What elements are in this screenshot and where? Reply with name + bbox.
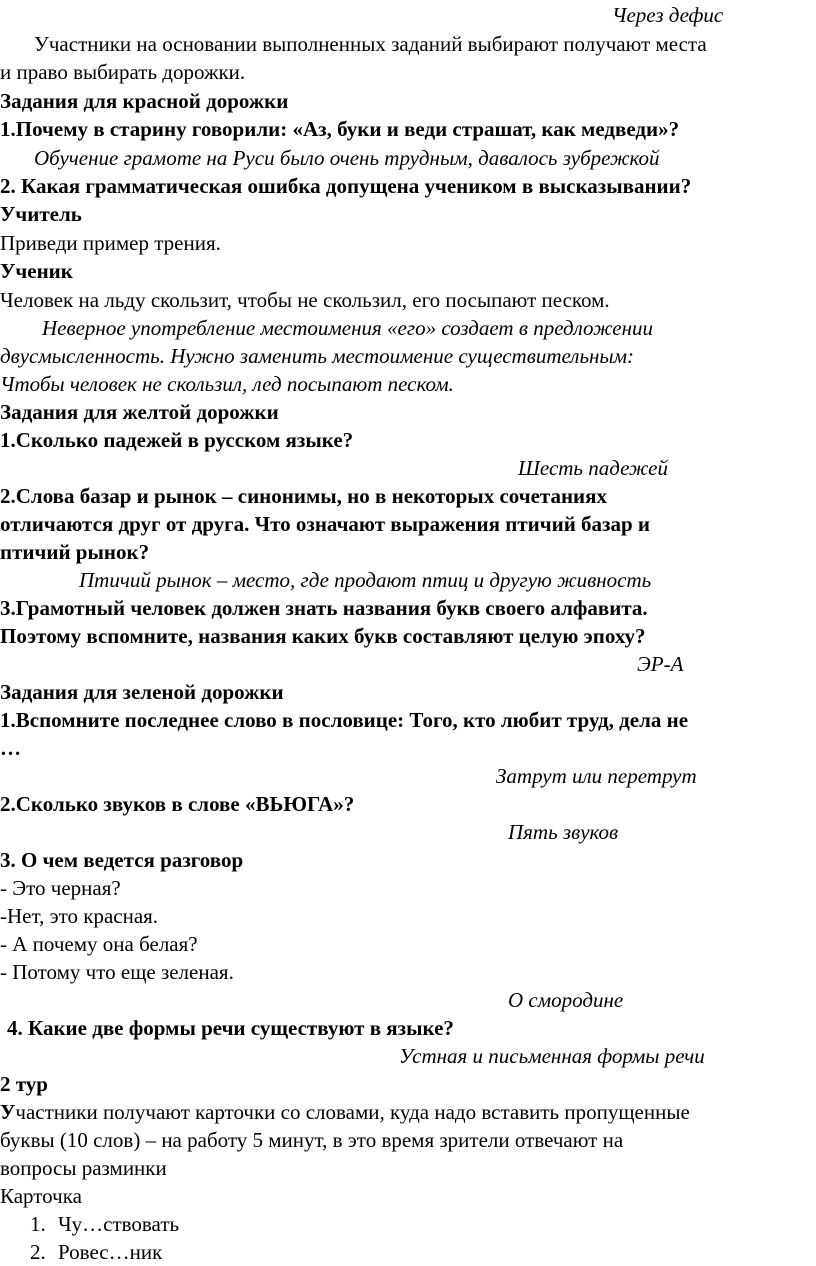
paragraph-line: Человек на льду скользит, чтобы не скользил, его посыпают песком. bbox=[0, 288, 610, 312]
paragraph-line: и право выбирать дорожки. bbox=[0, 60, 246, 84]
section-heading: Задания для красной дорожки bbox=[0, 89, 289, 113]
question-line: 3.Грамотный человек должен знать названия букв своего алфавита. bbox=[0, 596, 648, 620]
speaker-label: Ученик bbox=[0, 259, 73, 283]
speaker-label: Учитель bbox=[0, 202, 82, 226]
answer-line: двусмысленность. Нужно заменить местоимение существительным: bbox=[0, 344, 635, 368]
question-line: 1.Вспомните последнее слово в пословице: Того, кто любит труд, дела не bbox=[0, 708, 689, 732]
question-line: отличаются друг от друга. Что означают выражения птичий базар и bbox=[0, 512, 651, 536]
question-line: … bbox=[0, 736, 21, 760]
question-line: 1.Почему в старину говорили: «Аз, буки и веди страшат, как медведи»? bbox=[0, 117, 680, 141]
list-item bbox=[30, 1238, 162, 1266]
answer-line: Через дефис bbox=[612, 3, 724, 27]
paragraph-line bbox=[0, 1098, 690, 1126]
answer-line: Шесть падежей bbox=[518, 456, 668, 480]
answer-line: Обучение грамоте на Руси было очень трудным, давалось зубрежкой bbox=[34, 146, 660, 170]
question-line: Поэтому вспомните, названия каких букв составляют целую эпоху? bbox=[0, 624, 646, 648]
list-number: 1. bbox=[30, 1212, 46, 1236]
card-label: Карточка bbox=[0, 1184, 82, 1208]
answer-line: Устная и письменная формы речи bbox=[399, 1044, 705, 1068]
question-line: 2.Сколько звуков в слове «ВЬЮГА»? bbox=[0, 792, 355, 816]
question-line: птичий рынок? bbox=[0, 540, 150, 564]
round-heading: 2 тур bbox=[0, 1072, 48, 1096]
question-line: 2.Слова базар и рынок – синонимы, но в некоторых сочетаниях bbox=[0, 484, 608, 508]
list-number: 2. bbox=[30, 1240, 46, 1264]
answer-line: Чтобы человек не скользил, лед посыпают песком. bbox=[0, 372, 454, 396]
answer-line: ЭР-А bbox=[637, 652, 684, 676]
paragraph-line: Приведи пример трения. bbox=[0, 231, 221, 255]
question-line: 1.Сколько падежей в русском языке? bbox=[0, 428, 354, 452]
answer-line: О смородине bbox=[508, 988, 624, 1012]
dialogue-line: - А почему она белая? bbox=[0, 932, 198, 956]
question-line: 3. О чем ведется разговор bbox=[0, 848, 244, 872]
answer-line: Пять звуков bbox=[508, 820, 619, 844]
list-text: Чу…ствовать bbox=[58, 1212, 180, 1236]
question-line: 2. Какая грамматическая ошибка допущена учеником в высказывании? bbox=[0, 174, 692, 198]
list-item bbox=[30, 1210, 179, 1238]
paragraph-line: Участники на основании выполненных заданий выбирают получают места bbox=[34, 32, 707, 56]
answer-line: Затрут или перетрут bbox=[496, 764, 697, 788]
dialogue-line: - Потому что еще зеленая. bbox=[0, 960, 234, 984]
answer-line: Неверное употребление местоимения «его» создает в предложении bbox=[42, 316, 654, 340]
dialogue-line: -Нет, это красная. bbox=[0, 904, 159, 928]
dialogue-line: - Это черная? bbox=[0, 876, 121, 900]
paragraph-line: буквы (10 слов) – на работу 5 минут, в это время зрители отвечают на bbox=[0, 1128, 624, 1152]
list-text: Ровес…ник bbox=[58, 1240, 163, 1264]
section-heading: Задания для зеленой дорожки bbox=[0, 680, 284, 704]
paragraph-line: вопросы разминки bbox=[0, 1156, 167, 1180]
answer-line: Птичий рынок – место, где продают птиц и другую живность bbox=[79, 568, 652, 592]
paragraph-text: частники получают карточки со словами, куда надо вставить пропущенные bbox=[15, 1100, 690, 1124]
question-line: 4. Какие две формы речи существуют в языке? bbox=[7, 1016, 454, 1040]
section-heading: Задания для желтой дорожки bbox=[0, 400, 279, 424]
drop-letter: У bbox=[0, 1100, 16, 1124]
